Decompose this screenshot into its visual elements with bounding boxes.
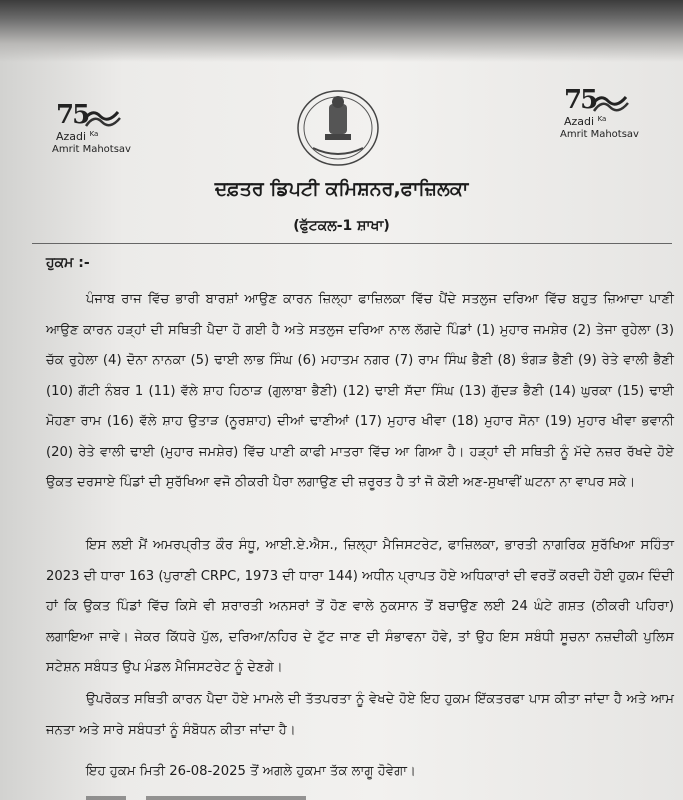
azadi-text: Azadi	[56, 130, 87, 143]
azadi-logo-right	[560, 85, 650, 155]
cut-off-text-line	[86, 796, 346, 800]
paragraph-3: ਉਪਰੋਕਤ ਸਥਿਤੀ ਕਾਰਨ ਪੈਦਾ ਹੋਏ ਮਾਮਲੇ ਦੀ ਤੱਤਪਰਤਾ ਨੂੰ ਵੇਖਦੇ ਹੋਏ ਇਹ ਹੁਕਮ ਇੱਕਤਰਫਾ ਪਾਸ ਕੀਤਾ ਜਾਂਦਾ ਹੈ ਅਤੇ ਆਮ ਜਨਤਾ ਅਤੇ ਸਾਰੇ ਸਬੰਧਤਾਂ ਨੂੰ ਸੰਬੋਧਨ ਕੀਤਾ ਜਾਂਦਾ ਹੈ।	[46, 692, 674, 738]
amrit-mahotsav-text: Amrit Mahotsav	[52, 144, 131, 155]
header-divider	[32, 243, 672, 244]
amrit-mahotsav-text: Amrit Mahotsav	[560, 129, 639, 140]
azadi-number: 75	[56, 100, 89, 130]
office-title: ਦਫ਼ਤਰ ਡਿਪਟੀ ਕਮਿਸ਼ਨਰ,ਫਾਜ਼ਿਲਕਾ	[214, 178, 469, 200]
azadi-text: Azadi	[564, 115, 595, 128]
paragraph-1: ਪੰਜਾਬ ਰਾਜ ਵਿੱਚ ਭਾਰੀ ਬਾਰਸ਼ਾਂ ਆਉਣ ਕਾਰਨ ਜ਼ਿਲ੍ਹਾ ਫਾਜ਼ਿਲਕਾ ਵਿੱਚ ਪੈਂਦੇ ਸਤਲੁਜ ਦਰਿਆ ਵਿੱਚ ਬਹੁਤ ਜ਼ਿਆਦਾ ਪਾਣੀ ਆਉਣ ਕਾਰਨ ਹੜ੍ਹਾਂ ਦੀ ਸਥਿਤੀ ਪੈਦਾ ਹੋ ਗਈ ਹੈ ਅਤੇ ਸਤਲੁਜ ਦਰਿਆ ਨਾਲ ਲੱਗਦੇ ਪਿੰਡਾਂ (1) ਮੁਹਾਰ ਜਮਸ਼ੇਰ (2) ਤੇਜਾ ਰੁਹੇਲਾ (3) ਚੱਕ ਰੁਹੇਲਾ (4) ਦੋਨਾ ਨਾਨਕਾ (5) ਢਾਈ ਲਾਭ ਸਿੰਘ (6) ਮਹਾਤਮ ਨਗਰ (7) ਰਾਮ ਸਿੰਘ ਭੈਣੀ (8) ਝੰਗੜ ਭੈਣੀ (9) ਰੇਤੇ ਵਾਲੀ ਭੈਣੀ (10) ਗੱਟੀ ਨੰਬਰ 1 (11) ਵੱਲੇ ਸ਼ਾਹ ਹਿਠਾੜ (ਗੁਲਾਬਾ ਭੈਣੀ) (12) ਢਾਈ ਸੱਦਾ ਸਿੰਘ (13) ਗੁੱਦੜ ਭੈਣੀ (14) ਘੁਰਕਾ (15) ਢਾਈ ਮੋਹਣਾ ਰਾਮ (16) ਵੱਲੇ ਸ਼ਾਹ ਉਤਾੜ (ਨੂਰਸ਼ਾਹ) ਦੀਆਂ ਢਾਣੀਆਂ (17) ਮੁਹਾਰ ਖੀਵਾ (18) ਮੁਹਾਰ ਸੋਨਾ (19) ਮੁਹਾਰ ਖੀਵਾ ਭਵਾਨੀ (20) ਰੇਤੇ ਵਾਲੀ ਢਾਈ (ਮੁਹਾਰ ਜਮਸ਼ੇਰ) ਵਿੱਚ ਪਾਣੀ ਕਾਫੀ ਮਾਤਰਾ ਵਿੱਚ ਆ ਗਿਆ ਹੈ। ਹੜ੍ਹਾਂ ਦੀ ਸਥਿਤੀ ਨੂੰ ਮੱਦੇ ਨਜ਼ਰ ਰੱਖਦੇ ਹੋਏ ਉਕਤ ਦਰਸਾਏ ਪਿੰਡਾਂ ਦੀ ਸੁਰੱਖਿਆ ਵਜੋ ਠੀਕਰੀ ਪੈਰਾ ਲਗਾਉਣ ਦੀ ਜ਼ਰੂਰਤ ਹੈ ਤਾਂ ਜੋ ਕੋਈ ਅਣ-ਸੁਖਾਵੀਂ ਘਟਨਾ ਨਾ ਵਾਪਰ ਸਕੇ।	[46, 292, 674, 490]
paragraph-4: ਇਹ ਹੁਕਮ ਮਿਤੀ 26-08-2025 ਤੋਂ ਅਗਲੇ ਹੁਕਮਾ ਤੱਕ ਲਾਗੂ ਹੋਵੇਗਾ।	[86, 764, 416, 779]
order-label: ਹੁਕਮ :-	[46, 255, 90, 271]
azadi-number: 75	[564, 85, 597, 115]
flag-wave-icon	[82, 106, 122, 130]
paragraph-2: ਇਸ ਲਈ ਮੈਂ ਅਮਰਪ੍ਰੀਤ ਕੌਰ ਸੰਧੂ, ਆਈ.ਏ.ਐਸ., ਜ਼ਿਲ੍ਹਾ ਮੈਜਿਸਟਰੇਟ, ਫਾਜ਼ਿਲਕਾ, ਭਾਰਤੀ ਨਾਗਰਿਕ ਸੁਰੱਖਿਆ ਸਹਿੰਤਾ 2023 ਦੀ ਧਾਰਾ 163 (ਪੁਰਾਣੀ CRPC, 1973 ਦੀ ਧਾਰਾ 144) ਅਧੀਨ ਪ੍ਰਾਪਤ ਹੋਏ ਅਧਿਕਾਰਾਂ ਦੀ ਵਰਤੋਂ ਕਰਦੀ ਹੋਈ ਹੁਕਮ ਦਿੰਦੀ ਹਾਂ ਕਿ ਉਕਤ ਪਿੰਡਾਂ ਵਿੱਚ ਕਿਸੇ ਵੀ ਸ਼ਰਾਰਤੀ ਅਨਸਰਾਂ ਤੋਂ ਹੋਣ ਵਾਲੇ ਨੁਕਸਾਨ ਤੋਂ ਬਚਾਉਣ ਲਈ 24 ਘੰਟੇ ਗਸ਼ਤ (ਠੀਕਰੀ ਪਹਿਰਾ) ਲਗਾਇਆ ਜਾਵੇ। ਜੇਕਰ ਕਿੱਧਰੇ ਪੁੱਲ, ਦਰਿਆ/ਨਹਿਰ ਦੇ ਟੁੱਟ ਜਾਣ ਦੀ ਸੰਭਾਵਨਾ ਹੋਵੇ, ਤਾਂ ਉਹ ਇਸ ਸਬੰਧੀ ਸੂਚਨਾ ਨਜ਼ਦੀਕੀ ਪੁਲਿਸ ਸਟੇਸ਼ਨ ਸਬੰਧਤ ਉਪ ਮੰਡਲ ਮੈਜਿਸਟਰੇਟ ਨੂੰ ਦੇਣਗੇ।	[46, 538, 674, 675]
branch-name: (ਫੁੱਟਕਲ-1 ਸ਼ਾਖਾ)	[293, 218, 390, 234]
azadi-ka: Ka	[89, 130, 99, 138]
flag-wave-icon	[590, 91, 630, 115]
scan-shadow	[0, 0, 683, 62]
azadi-ka: Ka	[597, 115, 607, 123]
state-emblem-icon	[295, 88, 381, 168]
azadi-logo-left	[52, 100, 142, 170]
